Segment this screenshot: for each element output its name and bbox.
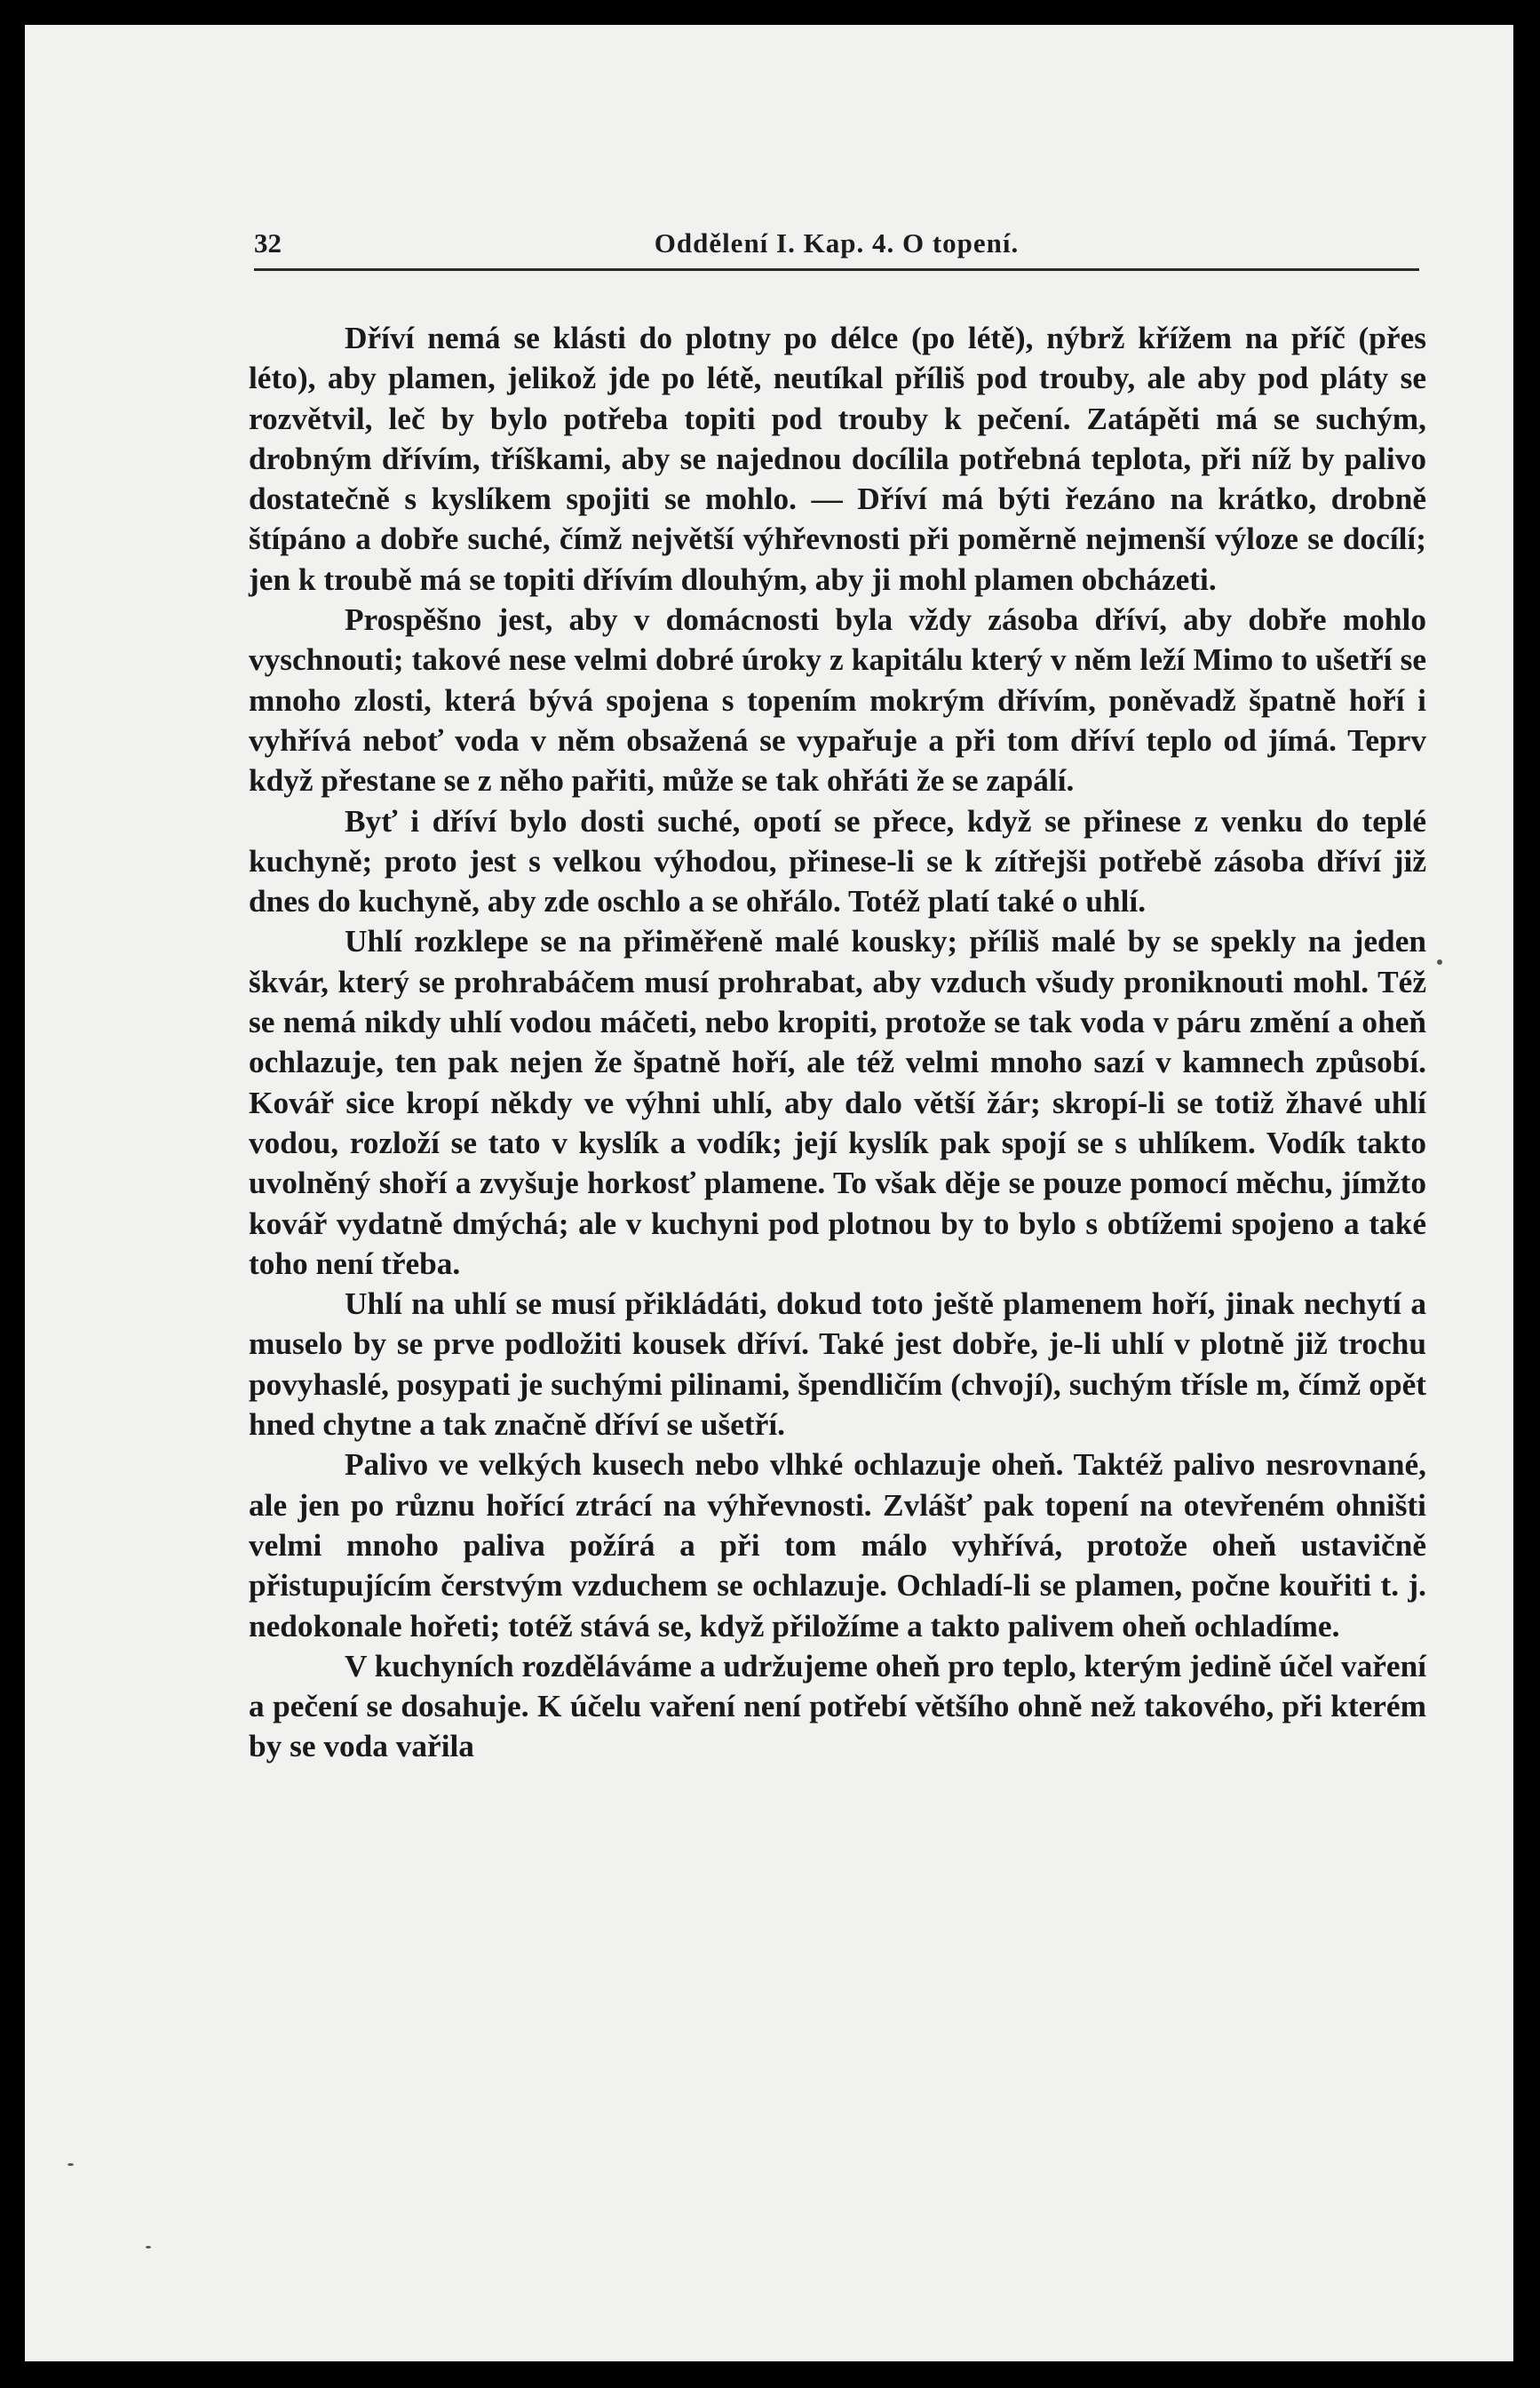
header-rule xyxy=(254,268,1419,271)
chapter-title: Oddělení I. Kap. 4. O topení. xyxy=(654,227,1020,259)
body-text xyxy=(249,318,1426,1767)
running-head xyxy=(254,227,1419,268)
book-page xyxy=(25,25,1513,2361)
paragraph-coal-adding: Uhlí na uhlí se musí přikládáti, dokud toto ještě plamenem hoří, jinak nechytí a muselo by se prve podložiti kousek dříví. Také jest dobře, je-li uhlí v plotně již trochu povyhaslé, posypati je suchými pilinami, špendličím (chvojí), suchým třísle m, čímž opět hned chytne a tak značně dříví se ušetří. xyxy=(249,1286,1426,1443)
paragraph-fuel-size: Palivo ve velkých kusech nebo vlhké ochlazuje oheň. Taktéž palivo nesrovnané, ale jen po různu hořící ztrácí na výhřevnosti. Zvlášť pak topení na otevřeném ohništi velmi mnoho paliva požírá a při tom málo vyhřívá, protože oheň ustavičně přistupujícím čerstvým vzduchem se ochlazuje. Ochladí-li se plamen, počne kouřiti t. j. nedokonale hořeti; totéž stává se, když přiložíme a takto palivem oheň ochladíme. xyxy=(249,1447,1426,1644)
paragraph-firewood-placement: Dříví nemá se klásti do plotny po délce (po létě), nýbrž křížem na příč (přes léto), aby plamen, jelikož jde po létě, neutíkal příliš pod trouby, ale aby pod pláty se rozvětvil, leč by bylo potřeba topiti pod trouby k pečení. Zatápěti má se suchým, drobným dřívím, tříškami, aby se najednou docílila potřebná teplota, při níž by palivo dostatečně s kyslíkem spojiti se mohlo. — Dříví má býti řezáno na krátko, drobně štípáno a dobře suché, čímž největší výhřevnosti při poměrně nejmenší výloze se docílí; jen k troubě má se topiti dřívím dlouhým, aby ji mohl plamen obcházeti. xyxy=(249,321,1426,597)
paragraph-firewood-stock: Prospěšno jest, aby v domácnosti byla vždy zásoba dříví, aby dobře mohlo vyschnouti; takové nese velmi dobré úroky z kapitálu který v něm leží Mimo to ušetří se mnoho zlosti, která bývá spojena s topením mokrým dřívím, poněvadž špatně hoří i vyhřívá neboť voda v něm obsažená se vypařuje a při tom dříví teplo od jímá. Teprv když přestane se z něho pařiti, může se tak ohřáti že se zapálí. xyxy=(249,602,1426,799)
page-number: 32 xyxy=(254,227,282,259)
scan-speck xyxy=(146,2246,151,2249)
paragraph-coal-breaking: Uhlí rozklepe se na přiměřeně malé kousky; příliš malé by se spekly na jeden škvár, který se prohrabáčem musí prohrabat, aby vzduch všudy proniknouti mohl. Též se nemá nikdy uhlí vodou máčeti, nebo kropiti, protože se tak voda v páru změní a oheň ochlazuje, ten pak nejen že špatně hoří, ale též velmi mnoho sazí v kamnech způsobí. Kovář sice kropí někdy ve výhni uhlí, aby dalo větší žár; skropí-li se totiž žhavé uhlí vodou, rozloží se tato v kyslík a vodík; její kyslík pak spojí se s uhlíkem. Vodík takto uvolněný shoří a zvyšuje horkosť plamene. To však děje se pouze pomocí měchu, jímžto kovář vydatně dmýchá; ale v kuchyni pod plotnou by to bylo s obtížemi spojeno a také toho není třeba. xyxy=(249,924,1426,1281)
scan-speck xyxy=(67,2163,74,2166)
paragraph-kitchen-fire: V kuchyních rozděláváme a udržujeme oheň pro teplo, kterým jedině účel vaření a pečení se dosahuje. K účelu vaření není potřebí většího ohně než takového, při kterém by se voda vařila xyxy=(249,1648,1426,1764)
paragraph-dry-wood: Byť i dříví bylo dosti suché, opotí se přece, když se přinese z venku do teplé kuchyně; proto jest s velkou výhodou, přinese-li se k zítřejši potřebě zásoba dříví již dnes do kuchyně, aby zde oschlo a se ohřálo. Totéž platí také o uhlí. xyxy=(249,803,1426,919)
scan-speck xyxy=(1437,959,1442,965)
